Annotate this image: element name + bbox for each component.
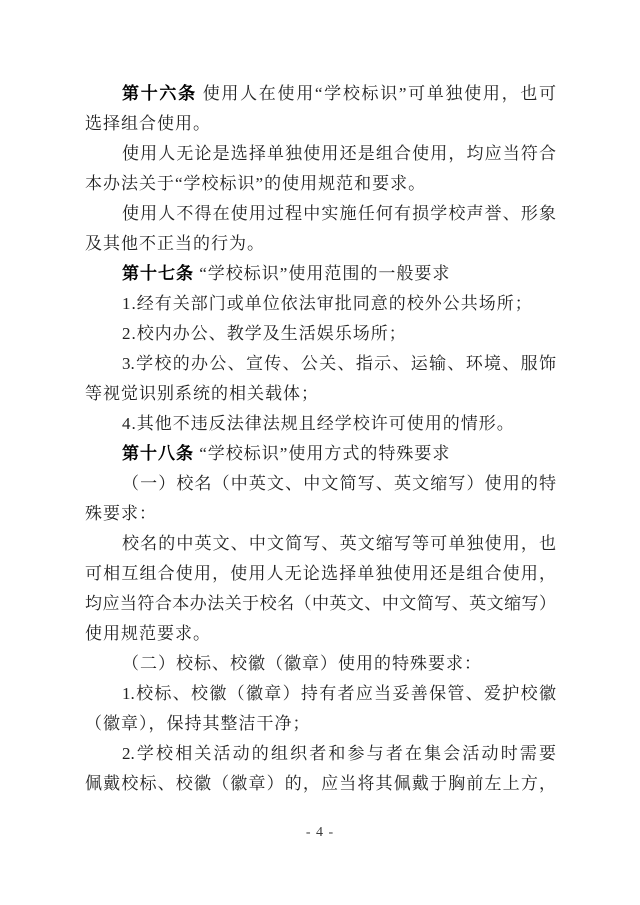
text-line	[85, 679, 556, 709]
text-line	[85, 229, 556, 259]
text-line	[85, 709, 556, 739]
text-segment: 使用人无论是选择单独使用还是组合使用，均应当符合	[122, 144, 556, 163]
text-segment: 均应当符合本办法关于校名（中英文、中文简写、英文缩写）	[85, 594, 556, 613]
text-segment: 1.校标、校徽（徽章）持有者应当妥善保管、爱护校徽	[122, 684, 556, 703]
article-16-clause-3	[85, 199, 556, 259]
text-segment: 及其他不正当的行为。	[85, 234, 265, 253]
text-line	[85, 409, 556, 439]
text-segment: 校名的中英文、中文简写、英文缩写等可单独使用，也	[122, 534, 556, 553]
article-18-sub-2-item-1	[85, 679, 556, 739]
text-segment: （一）校名（中英文、中文简写、英文缩写）使用的特	[122, 474, 556, 493]
text-segment: “学校标识”使用范围的一般要求	[194, 264, 451, 283]
text-segment: 使用人不得在使用过程中实施任何有损学校声誉、形象	[122, 204, 556, 223]
text-segment: 3.学校的办公、宣传、公关、指示、运输、环境、服饰	[122, 354, 556, 373]
text-line	[85, 499, 556, 529]
text-segment: 本办法关于“学校标识”的使用规范和要求。	[85, 174, 427, 193]
article-18-sub-1-heading	[85, 469, 556, 529]
text-segment: 使用人在使用“学校标识”可单独使用，也可	[196, 84, 557, 103]
text-line	[85, 349, 556, 379]
text-segment: 等视觉识别系统的相关载体；	[85, 384, 319, 403]
article-17-item-3	[85, 349, 556, 409]
article-number-label: 第十七条	[122, 264, 194, 283]
page-number: - 4 -	[305, 825, 335, 840]
text-segment: 选择组合使用。	[85, 114, 211, 133]
article-18-sub-2-item-2	[85, 739, 556, 799]
text-line	[85, 259, 556, 289]
text-line	[85, 469, 556, 499]
text-segment: 可相互组合使用，使用人无论选择单独使用还是组合使用，	[85, 564, 556, 583]
text-line	[85, 559, 556, 589]
article-number-label: 第十八条	[122, 444, 194, 463]
text-segment: 4.其他不违反法律法规且经学校许可使用的情形。	[122, 414, 515, 433]
text-segment: 2.校内办公、教学及生活娱乐场所；	[122, 324, 407, 343]
text-segment: 佩戴校标、校徽（徽章）的，应当将其佩戴于胸前左上方，	[85, 774, 556, 793]
text-line	[85, 79, 556, 109]
article-18-sub-2-heading	[85, 649, 556, 679]
article-number-label: 第十六条	[122, 84, 197, 103]
article-17-item-1	[85, 289, 556, 319]
text-line	[85, 199, 556, 229]
text-line	[85, 649, 556, 679]
article-16-clause-2	[85, 139, 556, 199]
article-17-heading	[85, 259, 556, 289]
article-18-sub-1-body	[85, 529, 556, 649]
text-line	[85, 109, 556, 139]
article-18-heading	[85, 439, 556, 469]
text-line	[85, 439, 556, 469]
text-segment: （二）校标、校徽（徽章）使用的特殊要求：	[122, 654, 482, 673]
text-line	[85, 769, 556, 799]
article-17-item-4	[85, 409, 556, 439]
article-16-clause-1	[85, 79, 556, 139]
text-line	[85, 739, 556, 769]
text-line	[85, 589, 556, 619]
text-segment: 殊要求：	[85, 504, 157, 523]
text-line	[85, 379, 556, 409]
text-line	[85, 529, 556, 559]
text-line	[85, 289, 556, 319]
text-line	[85, 139, 556, 169]
text-segment: 使用规范要求。	[85, 624, 211, 643]
document-body	[85, 79, 556, 799]
text-line	[85, 169, 556, 199]
text-segment: （徽章），保持其整洁干净；	[85, 714, 311, 733]
text-segment: 2.学校相关活动的组织者和参与者在集会活动时需要	[122, 744, 556, 763]
article-17-item-2	[85, 319, 556, 349]
text-segment: 1.经有关部门或单位依法审批同意的校外公共场所；	[122, 294, 533, 313]
text-line	[85, 319, 556, 349]
text-line	[85, 619, 556, 649]
text-segment: “学校标识”使用方式的特殊要求	[194, 444, 451, 463]
